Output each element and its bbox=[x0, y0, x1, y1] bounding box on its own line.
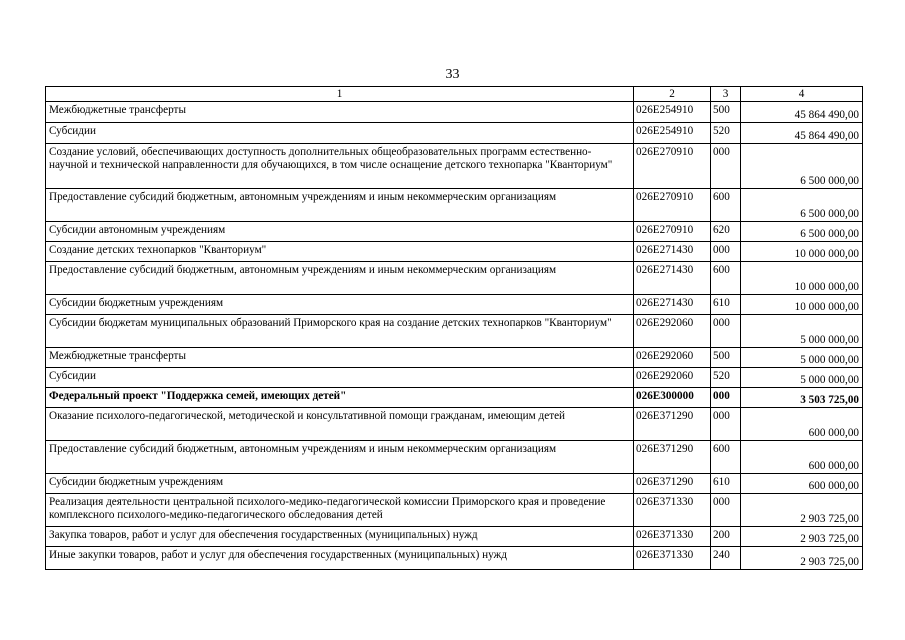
row-code-cell: 026E371330 bbox=[634, 494, 711, 527]
row-code-cell: 026E271430 bbox=[634, 262, 711, 295]
row-name-cell: Предоставление субсидий бюджетным, автономным учреждениям и иным некоммерческим организациям bbox=[46, 441, 634, 474]
header-col-2: 2 bbox=[634, 87, 711, 102]
row-type-cell: 500 bbox=[711, 348, 741, 368]
row-code-cell: 026E371290 bbox=[634, 474, 711, 494]
row-code-cell: 026E271430 bbox=[634, 242, 711, 262]
row-amount-cell: 6 500 000,00 bbox=[741, 222, 863, 242]
table-row bbox=[46, 262, 863, 295]
row-name-cell: Предоставление субсидий бюджетным, автономным учреждениям и иным некоммерческим организациям bbox=[46, 262, 634, 295]
row-amount-cell: 600 000,00 bbox=[741, 441, 863, 474]
row-code-cell: 026E270910 bbox=[634, 222, 711, 242]
row-type-cell: 600 bbox=[711, 189, 741, 222]
row-type-cell: 000 bbox=[711, 388, 741, 408]
table-row bbox=[46, 408, 863, 441]
row-type-cell: 520 bbox=[711, 123, 741, 144]
table-row bbox=[46, 388, 863, 408]
row-amount-cell: 45 864 490,00 bbox=[741, 123, 863, 144]
row-type-cell: 200 bbox=[711, 527, 741, 547]
row-amount-cell: 5 000 000,00 bbox=[741, 368, 863, 388]
row-type-cell: 240 bbox=[711, 547, 741, 570]
row-amount-cell: 600 000,00 bbox=[741, 474, 863, 494]
row-name-cell: Субсидии bbox=[46, 368, 634, 388]
row-amount-cell: 10 000 000,00 bbox=[741, 242, 863, 262]
row-type-cell: 500 bbox=[711, 102, 741, 123]
row-code-cell: 026E270910 bbox=[634, 144, 711, 189]
table-row bbox=[46, 368, 863, 388]
row-amount-cell: 6 500 000,00 bbox=[741, 189, 863, 222]
table-row bbox=[46, 222, 863, 242]
row-name-cell: Субсидии бюджетным учреждениям bbox=[46, 474, 634, 494]
row-type-cell: 610 bbox=[711, 474, 741, 494]
row-code-cell: 026E371330 bbox=[634, 527, 711, 547]
row-name-cell: Создание условий, обеспечивающих доступность дополнительных общеобразовательных программ естественно-научной и технической направленности для обучающихся, в том числе оснащение детского технопарка "Кванториум" bbox=[46, 144, 634, 189]
row-code-cell: 026E271430 bbox=[634, 295, 711, 315]
row-code-cell: 026E371290 bbox=[634, 441, 711, 474]
table-row bbox=[46, 348, 863, 368]
table-body bbox=[46, 102, 863, 570]
row-code-cell: 026E270910 bbox=[634, 189, 711, 222]
header-col-1: 1 bbox=[46, 87, 634, 102]
row-amount-cell: 2 903 725,00 bbox=[741, 547, 863, 570]
header-col-3: 3 bbox=[711, 87, 741, 102]
row-amount-cell: 10 000 000,00 bbox=[741, 262, 863, 295]
row-type-cell: 520 bbox=[711, 368, 741, 388]
row-name-cell: Субсидии бюджетам муниципальных образований Приморского края на создание детских технопарков "Кванториум" bbox=[46, 315, 634, 348]
row-code-cell: 026E371290 bbox=[634, 408, 711, 441]
table-row bbox=[46, 123, 863, 144]
table-row bbox=[46, 189, 863, 222]
row-code-cell: 026E292060 bbox=[634, 315, 711, 348]
row-amount-cell: 2 903 725,00 bbox=[741, 527, 863, 547]
row-code-cell: 026E292060 bbox=[634, 368, 711, 388]
table-row bbox=[46, 144, 863, 189]
row-type-cell: 600 bbox=[711, 262, 741, 295]
table-row bbox=[46, 527, 863, 547]
row-type-cell: 000 bbox=[711, 144, 741, 189]
table-row bbox=[46, 315, 863, 348]
row-type-cell: 000 bbox=[711, 494, 741, 527]
row-name-cell: Субсидии автономным учреждениям bbox=[46, 222, 634, 242]
row-type-cell: 600 bbox=[711, 441, 741, 474]
row-name-cell: Федеральный проект "Поддержка семей, имеющих детей" bbox=[46, 388, 634, 408]
row-name-cell: Межбюджетные трансферты bbox=[46, 102, 634, 123]
row-amount-cell: 45 864 490,00 bbox=[741, 102, 863, 123]
row-amount-cell: 6 500 000,00 bbox=[741, 144, 863, 189]
row-amount-cell: 10 000 000,00 bbox=[741, 295, 863, 315]
table-row bbox=[46, 102, 863, 123]
table-row bbox=[46, 441, 863, 474]
row-amount-cell: 2 903 725,00 bbox=[741, 494, 863, 527]
header-col-4: 4 bbox=[741, 87, 863, 102]
row-name-cell: Предоставление субсидий бюджетным, автономным учреждениям и иным некоммерческим организациям bbox=[46, 189, 634, 222]
row-name-cell: Субсидии бюджетным учреждениям bbox=[46, 295, 634, 315]
row-code-cell: 026E254910 bbox=[634, 123, 711, 144]
row-code-cell: 026E254910 bbox=[634, 102, 711, 123]
table-header-row bbox=[46, 87, 863, 102]
row-name-cell: Реализация деятельности центральной психолого-медико-педагогической комиссии Приморского края и проведение комплексного психолого-медико-педагогического обследования детей bbox=[46, 494, 634, 527]
row-type-cell: 000 bbox=[711, 408, 741, 441]
row-name-cell: Создание детских технопарков "Кванториум" bbox=[46, 242, 634, 262]
row-type-cell: 620 bbox=[711, 222, 741, 242]
row-amount-cell: 3 503 725,00 bbox=[741, 388, 863, 408]
row-name-cell: Межбюджетные трансферты bbox=[46, 348, 634, 368]
row-amount-cell: 5 000 000,00 bbox=[741, 315, 863, 348]
table-row bbox=[46, 242, 863, 262]
row-code-cell: 026E371330 bbox=[634, 547, 711, 570]
page-number: 33 bbox=[445, 67, 460, 82]
row-code-cell: 026E292060 bbox=[634, 348, 711, 368]
row-name-cell: Субсидии bbox=[46, 123, 634, 144]
row-name-cell: Закупка товаров, работ и услуг для обеспечения государственных (муниципальных) нужд bbox=[46, 527, 634, 547]
row-name-cell: Оказание психолого-педагогической, методической и консультативной помощи гражданам, имеющим детей bbox=[46, 408, 634, 441]
row-amount-cell: 5 000 000,00 bbox=[741, 348, 863, 368]
row-code-cell: 026E300000 bbox=[634, 388, 711, 408]
table-row bbox=[46, 295, 863, 315]
table-row bbox=[46, 547, 863, 570]
table-row bbox=[46, 474, 863, 494]
row-amount-cell: 600 000,00 bbox=[741, 408, 863, 441]
budget-table bbox=[45, 86, 863, 570]
row-type-cell: 610 bbox=[711, 295, 741, 315]
row-type-cell: 000 bbox=[711, 242, 741, 262]
row-name-cell: Иные закупки товаров, работ и услуг для обеспечения государственных (муниципальных) нужд bbox=[46, 547, 634, 570]
row-type-cell: 000 bbox=[711, 315, 741, 348]
table-row bbox=[46, 494, 863, 527]
